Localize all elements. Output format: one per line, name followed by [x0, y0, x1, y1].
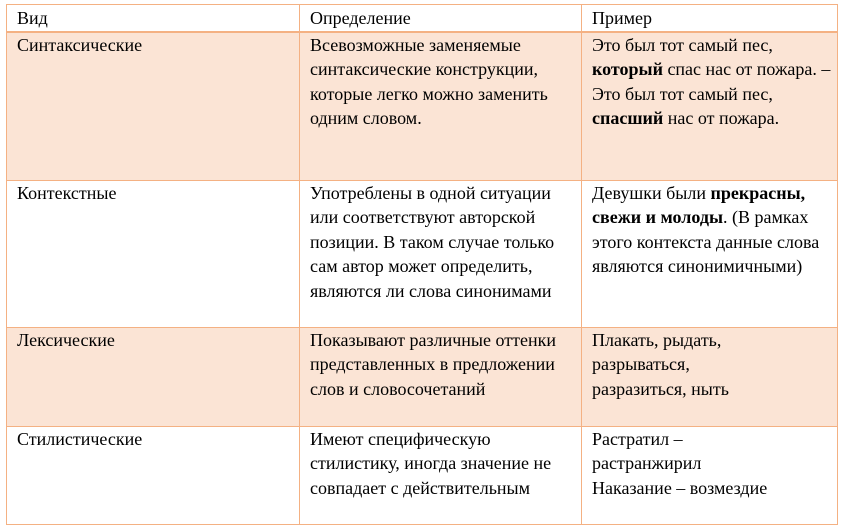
- example-bold-text: спасший: [592, 108, 664, 129]
- row-kind: Лексические: [7, 328, 300, 427]
- example-bold-text: прекрасны, свежи и молоды: [592, 183, 806, 228]
- example-text: Девушки были: [592, 183, 706, 203]
- example-line: разразиться, ныть: [592, 378, 729, 399]
- example-line: Растратил –: [592, 429, 683, 449]
- example-text: . (В рамках этого контекста данные слова являются синонимичными): [592, 207, 820, 277]
- header-kind: Вид: [7, 5, 300, 33]
- example-text: Это был тот самый пес,: [592, 35, 773, 55]
- example-line: Наказание – возмездие: [592, 477, 768, 498]
- row-definition: Всевозможные заменяемые синтаксические конструкции, которые легко можно заменить одним словом.: [300, 32, 582, 181]
- example-line: Плакать, рыдать,: [592, 330, 722, 350]
- row-example: [582, 181, 838, 328]
- row-example: [582, 32, 838, 181]
- row-definition: Употреблены в одной ситуации или соответствуют авторской позиции. В таком случае только сам автор может определить, являются ли слова синонимами: [300, 181, 582, 328]
- table-header-row: [7, 5, 838, 33]
- row-kind: Стилистические: [7, 427, 300, 525]
- synonym-types-table: [6, 4, 838, 525]
- example-text: спас нас от пожара. – Это был тот самый пес,: [592, 59, 831, 104]
- table-row: [7, 427, 838, 525]
- table-row: [7, 32, 838, 181]
- row-example: [582, 328, 838, 427]
- row-definition: Имеют специфическую стилистику, иногда значение не совпадает с действительным: [300, 427, 582, 525]
- example-line: растранжирил: [592, 453, 702, 474]
- row-example: [582, 427, 838, 525]
- row-definition: Показывают различные оттенки представленных в предложении слов и словосочетаний: [300, 328, 582, 427]
- row-kind: Синтаксические: [7, 32, 300, 181]
- row-kind: Контекстные: [7, 181, 300, 328]
- table-row: [7, 181, 838, 328]
- header-example: Пример: [582, 5, 838, 33]
- header-definition: Определение: [300, 5, 582, 33]
- example-line: разрываться,: [592, 354, 690, 375]
- table-row: [7, 328, 838, 427]
- example-bold-text: который: [592, 59, 663, 80]
- example-text: нас от пожара.: [667, 108, 780, 129]
